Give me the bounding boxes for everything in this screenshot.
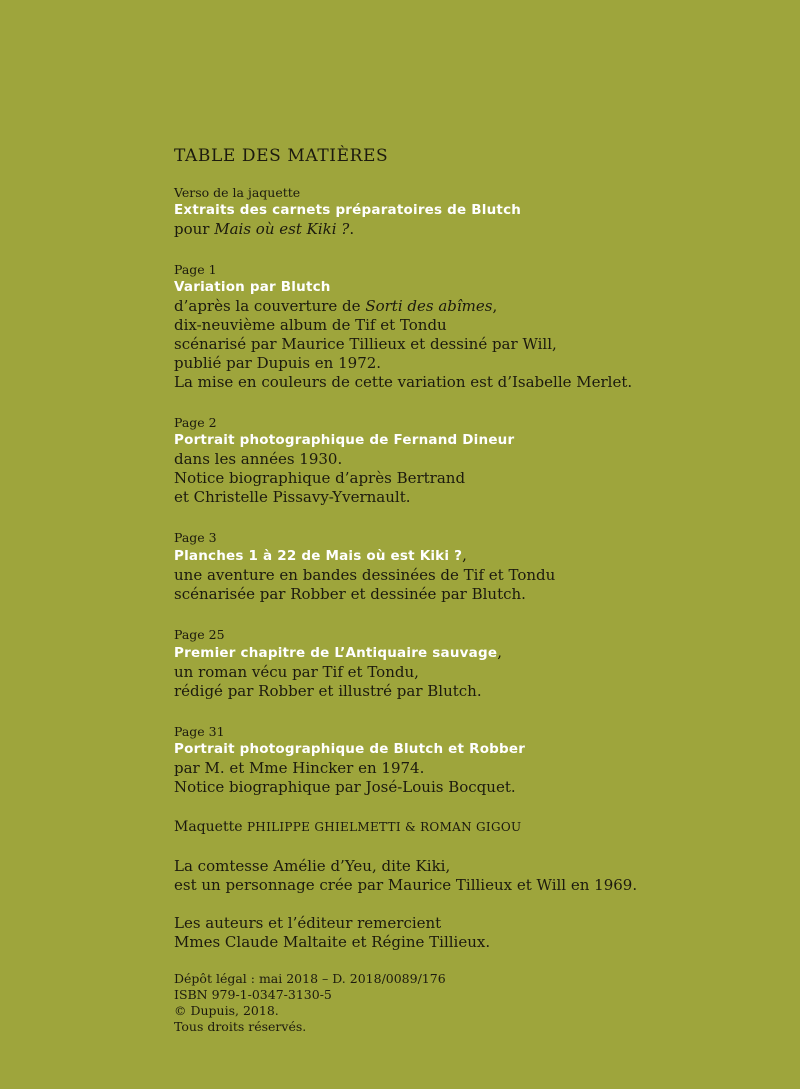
design-credit xyxy=(174,818,774,837)
entry-line: publié par Dupuis en 1972. xyxy=(174,354,382,372)
toc-entry-page-25 xyxy=(174,626,774,701)
entry-line: d’après la couverture de Sorti des abîmes, xyxy=(174,297,498,315)
entry-line: Notice biographique d’après Bertrand xyxy=(174,469,466,487)
entry-line: par M. et Mme Hincker en 1974. xyxy=(174,759,425,777)
entry-line: dans les années 1930. xyxy=(174,450,343,468)
entry-heading: Portrait photographique de Blutch et Robber xyxy=(174,741,526,757)
legal-notice xyxy=(174,971,774,1035)
toc-entry-page-2 xyxy=(174,414,774,507)
entry-label: Page 25 xyxy=(174,627,225,642)
design-credit-names: PHILIPPE GHIELMETTI & ROMAN GIGOU xyxy=(246,820,522,834)
table-of-contents xyxy=(174,146,774,819)
toc-entry-page-1 xyxy=(174,261,774,392)
acknowledgements-line: Les auteurs et l’éditeur remercient xyxy=(174,914,442,932)
toc-entry-page-3 xyxy=(174,529,774,604)
entry-heading: Variation par Blutch xyxy=(174,279,331,295)
entry-heading-suffix: , xyxy=(497,643,503,661)
copyright: © Dupuis, 2018. xyxy=(174,1003,279,1018)
kiki-note-line: est un personnage crée par Maurice Tillieux et Will en 1969. xyxy=(174,876,638,894)
entry-heading: Planches 1 à 22 de Mais où est Kiki ? xyxy=(174,548,463,564)
entry-heading-row xyxy=(174,643,774,663)
toc-entry-page-31 xyxy=(174,723,774,797)
entry-line: une aventure en bandes dessinées de Tif et Tondu xyxy=(174,566,556,584)
isbn: ISBN 979-1-0347-3130-5 xyxy=(174,987,332,1002)
entry-label: Page 3 xyxy=(174,530,217,545)
design-credit-label: Maquette xyxy=(174,819,243,835)
entry-heading: Premier chapitre de L’Antiquaire sauvage xyxy=(174,645,498,661)
kiki-note-line: La comtesse Amélie d’Yeu, dite Kiki, xyxy=(174,857,451,875)
entry-line: rédigé par Robber et illustré par Blutch. xyxy=(174,682,482,700)
entry-line: La mise en couleurs de cette variation est d’Isabelle Merlet. xyxy=(174,373,633,391)
entry-label: Page 1 xyxy=(174,262,217,277)
entry-heading: Extraits des carnets préparatoires de Blutch xyxy=(174,202,522,218)
entry-line: scénarisée par Robber et dessinée par Blutch. xyxy=(174,585,526,603)
entry-line: Notice biographique par José-Louis Bocquet. xyxy=(174,778,516,796)
colophon xyxy=(174,818,774,1035)
entry-label: Verso de la jaquette xyxy=(174,185,301,200)
acknowledgements xyxy=(174,914,774,952)
entry-label: Page 31 xyxy=(174,724,225,739)
legal-deposit: Dépôt légal : mai 2018 – D. 2018/0089/176 xyxy=(174,971,446,986)
kiki-note xyxy=(174,857,774,895)
entry-label: Page 2 xyxy=(174,415,217,430)
entry-line: un roman vécu par Tif et Tondu, xyxy=(174,663,419,681)
entry-line: scénarisé par Maurice Tillieux et dessiné par Will, xyxy=(174,335,557,353)
acknowledgements-line: Mmes Claude Maltaite et Régine Tillieux. xyxy=(174,933,491,951)
rights-reserved: Tous droits réservés. xyxy=(174,1019,307,1034)
entry-line: dix-neuvième album de Tif et Tondu xyxy=(174,316,447,334)
page-title: TABLE DES MATIÈRES xyxy=(174,146,389,166)
entry-heading: Portrait photographique de Fernand Dineur xyxy=(174,432,515,448)
entry-heading-row xyxy=(174,546,774,566)
entry-line: et Christelle Pissavy-Yvernault. xyxy=(174,488,411,506)
entry-heading-suffix: , xyxy=(462,546,468,564)
toc-entry-jacket xyxy=(174,184,774,239)
entry-line: pour Mais où est Kiki ?. xyxy=(174,220,355,238)
